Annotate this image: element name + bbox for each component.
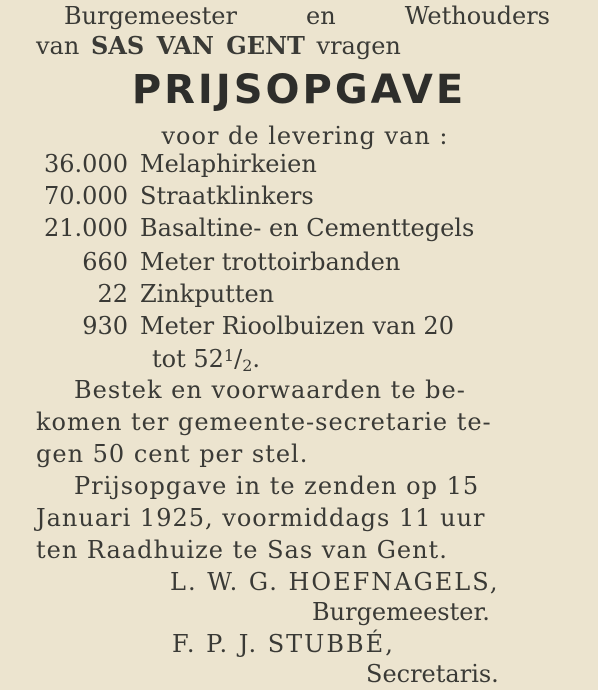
signatory-title: Burgemeester. xyxy=(312,598,490,626)
item-row xyxy=(18,280,274,308)
item-continuation xyxy=(152,342,260,380)
header-line-1 xyxy=(64,2,550,30)
header-word-burgemeester: Burgemeester xyxy=(64,2,237,30)
bestek-line: gen 50 cent per stel. xyxy=(36,440,309,468)
item-quantity: 21.000 xyxy=(44,214,128,242)
fraction-denominator: 2 xyxy=(242,356,253,375)
item-row xyxy=(18,214,474,242)
item-description: Zinkputten xyxy=(140,280,275,308)
submission-line: Januari 1925, voormiddags 11 uur xyxy=(36,504,486,532)
page-title: PRIJSOPGAVE xyxy=(131,67,467,113)
header-vragen: vragen xyxy=(316,32,401,60)
signatory-name: L. W. G. HOEFNAGELS, xyxy=(170,568,500,596)
fraction-slash: / xyxy=(234,345,243,373)
item-row xyxy=(18,248,400,276)
item-description: Meter trottoirbanden xyxy=(140,248,401,276)
bestek-line: komen ter gemeente-secretarie te- xyxy=(36,408,492,436)
item-quantity: 22 xyxy=(97,280,128,308)
item-continuation-end: . xyxy=(252,345,261,373)
header-line-2 xyxy=(36,32,496,60)
bestek-line: Bestek en voorwaarden te be- xyxy=(74,376,466,404)
item-description: Meter Rioolbuizen van 20 xyxy=(140,312,454,340)
header-word-en: en xyxy=(305,2,336,30)
submission-line: Prijsopgave in te zenden op 15 xyxy=(74,472,480,500)
header-van: van xyxy=(36,32,80,60)
intro-text: voor de levering van : xyxy=(161,122,449,150)
signatory-name: F. P. J. STUBBÉ, xyxy=(172,630,395,658)
item-description: Melaphirkeien xyxy=(140,150,317,178)
municipality-name: SAS VAN GENT xyxy=(90,31,305,60)
item-quantity: 930 xyxy=(82,312,128,340)
item-quantity: 36.000 xyxy=(44,150,128,178)
item-description: Straatklinkers xyxy=(140,182,314,210)
item-row xyxy=(18,182,314,210)
item-row xyxy=(18,150,317,178)
submission-line: ten Raadhuize te Sas van Gent. xyxy=(36,536,448,564)
header-word-wethouders: Wethouders xyxy=(404,2,550,30)
item-quantity: 70.000 xyxy=(44,182,128,210)
item-continuation-text: tot 52 xyxy=(152,345,224,373)
item-description: Basaltine- en Cementtegels xyxy=(140,214,475,242)
fraction-numerator: 1 xyxy=(223,346,235,365)
item-row xyxy=(18,312,550,340)
item-quantity: 660 xyxy=(82,248,128,276)
signatory-title: Secretaris. xyxy=(366,660,499,688)
